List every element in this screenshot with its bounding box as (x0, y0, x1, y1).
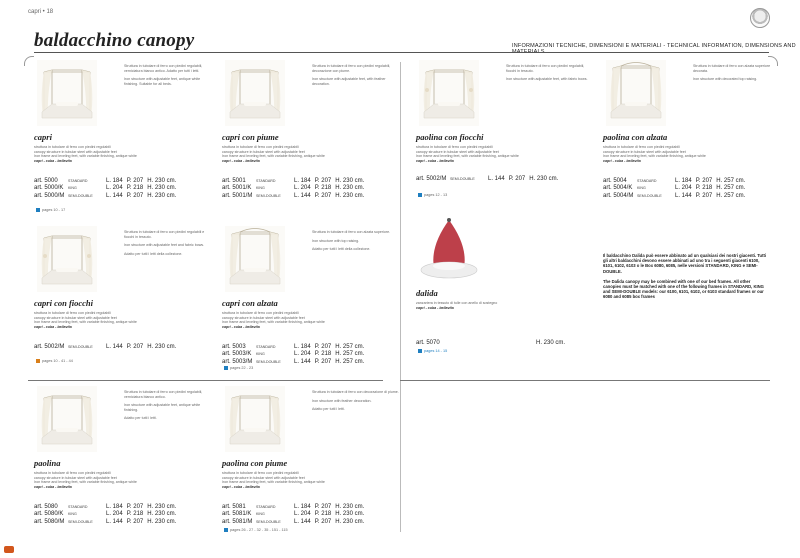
page-numbers: pages 10 - 41 - 44 (42, 359, 73, 363)
section-divider-left (28, 380, 383, 381)
page-reference (34, 359, 73, 363)
article-l: L. 184 (106, 504, 123, 510)
article-code: art. 5000/K (34, 185, 64, 192)
product-photo (603, 60, 669, 126)
product-photo (222, 386, 288, 452)
article-table (34, 344, 180, 351)
table-row (222, 519, 368, 526)
brand-logo (750, 8, 770, 28)
article-l: L. 144 (488, 176, 505, 182)
pillows (244, 102, 266, 106)
collection-tags: capri - cuba - bellavita (222, 484, 260, 489)
description-line: canopy structure in tubular steel with adjustable feet (34, 475, 117, 480)
feature-text: Iron structure with adjustable feet, with feather decoration. (312, 77, 386, 86)
article-p: P. 207 (126, 178, 144, 184)
feature-text: Struttura in tubolare di ferro con decorazione di piume. (312, 390, 399, 394)
article-p: P. 207 (314, 344, 332, 350)
page-numbers: pages 26 - 27 - 32 - 35 - 151 - 115 (230, 528, 288, 532)
product-description (222, 471, 407, 489)
article-code: art. 5004/K (603, 185, 633, 192)
table-row (222, 511, 368, 518)
page-numbers: pages 22 - 23 (230, 366, 254, 370)
table-row (416, 176, 562, 183)
description-line: struttura in tubolare di ferro con piedini regolabili (603, 145, 680, 149)
article-code: art. 5003/K (222, 351, 252, 358)
collection-tags: capri - cuba - bellavita (416, 158, 454, 163)
article-p: P. 218 (314, 185, 332, 192)
article-l: L. 184 (675, 178, 692, 184)
article-h: H. 230 cm. (335, 178, 365, 184)
article-p: P. 218 (126, 185, 144, 192)
article-table (34, 504, 180, 526)
article-table (34, 178, 180, 200)
article-code: art. 5000/M (34, 192, 65, 199)
note-italian: Il baldacchino Dalida può essere abbinato ad un qualsiasi dei nostri giacenti. Tutti gli altri baldacchini devono essere abbinati ad uno tra i seguenti giacenti 6100, 6101, 6102, 6103 o le Box 6080, 6085, nelle versioni STANDARD, KING e SEMI-DOUBLE. (603, 253, 767, 274)
bed-cover (230, 430, 280, 444)
header-rule (34, 52, 769, 53)
article-p: P. 207 (314, 178, 332, 184)
feature-text: Struttura in tubolare di ferro con piedini regolabili, verniciatura bianco antico. (124, 390, 203, 399)
description-line: Iron frame and leveling feet, with variable finishing, antique white (34, 154, 137, 159)
article-code: art. 5070 (416, 340, 440, 346)
article-code: art. 5080/M (34, 518, 65, 525)
article-code: art. 5004 (603, 178, 627, 184)
table-row (34, 193, 180, 200)
corner-tab-icon (4, 546, 14, 553)
article-size: KING (637, 186, 646, 191)
article-size: STANDARD (256, 505, 276, 509)
article-size: SEMI-DOUBLE (256, 359, 281, 364)
description-line: canopy structure in tubular steel with adjustable feet (34, 315, 117, 320)
article-h: H. 257 cm. (716, 178, 746, 184)
article-p: P. 207 (126, 192, 144, 199)
article-table (416, 176, 562, 183)
article-l: L. 184 (294, 344, 311, 350)
article-p: P. 218 (126, 511, 144, 518)
page-marker-icon (224, 528, 228, 532)
article-size: SEMI-DOUBLE (637, 193, 662, 198)
description-line: canopy structure in tubular steel with adjustable feet (603, 149, 686, 154)
article-h: H. 230 cm. (335, 511, 365, 518)
article-size: STANDARD (68, 505, 88, 509)
article-size: SEMI-DOUBLE (68, 193, 93, 198)
collection-tags: capri - cuba - bellavita (222, 324, 260, 329)
article-code: art. 5081 (222, 504, 246, 510)
pillows (56, 268, 78, 272)
product-name: capri con fiocchi (34, 298, 94, 308)
feature-text: Iron structure with decorated top raising. (693, 77, 758, 82)
description-line: struttura in tubolare di ferro con piedini regolabili (34, 311, 111, 315)
article-l: L. 144 (106, 344, 123, 350)
article-code: art. 5001/K (222, 185, 252, 192)
page-reference (34, 208, 65, 212)
bed-cover (611, 104, 661, 118)
feature-text: Struttura in tubolare di ferro con piedini regolabili e fiocchi in tessuto. (124, 230, 205, 239)
article-h: H. 230 cm. (147, 344, 177, 350)
article-h: H. 230 cm. (335, 504, 365, 510)
article-size: KING (68, 186, 77, 191)
article-h: H. 230 cm. (335, 185, 365, 192)
pillows (438, 102, 460, 106)
product-name: paolina con fiocchi (416, 132, 484, 142)
article-l: L. 184 (294, 178, 311, 184)
article-size: SEMI-DOUBLE (68, 345, 93, 349)
article-code: art. 5000 (34, 178, 58, 184)
article-code: art. 5004/M (603, 192, 634, 199)
article-l: L. 144 (106, 518, 123, 525)
description-line: struttura in tubolare di ferro con piedini regolabili (222, 311, 299, 315)
bed-cover (42, 430, 92, 444)
table-row (34, 185, 180, 192)
pillows (625, 102, 647, 106)
table-row (34, 178, 180, 185)
description-line: struttura in tubolare di ferro con piedini regolabili (34, 471, 111, 475)
feature-text: Iron structure with adjustable feet and fabric bows. (124, 243, 205, 248)
product-features (124, 230, 212, 260)
table-row (34, 519, 180, 526)
description-line: Iron frame and leveling feet, with variable finishing, antique white (222, 320, 325, 325)
feature-text: Struttura in tubolare di ferro con alzata superiore. (312, 230, 391, 234)
table-row (222, 185, 368, 192)
product-description (34, 145, 219, 163)
article-l: L. 204 (675, 185, 692, 192)
article-l: L. 144 (106, 192, 123, 199)
description-line: canopy structure in tubular steel with adjustable feet (34, 149, 117, 154)
article-p: P. 218 (314, 351, 332, 358)
article-size: KING (68, 512, 77, 517)
article-table (416, 340, 569, 347)
page-gutter (400, 62, 401, 532)
article-code: art. 5003/M (222, 358, 253, 365)
table-row (416, 340, 569, 347)
product-description (416, 301, 601, 310)
feature-text: Struttura in tubolare di ferro con piedini regolabili, fiocchi in tessuto. (506, 64, 585, 73)
feature-text: Adatto per tutti i letti della collezione. (312, 247, 371, 252)
description-line: canopy structure in tubular steel with adjustable feet (222, 149, 305, 154)
feature-text: Iron structure with adjustable feet, with fabric bows. (506, 77, 588, 82)
article-h: H. 230 cm. (147, 185, 177, 192)
table-row (222, 359, 368, 366)
frame-corner-left (24, 56, 34, 66)
feature-text: Adatto per tutti i letti della collezione. (124, 251, 183, 256)
feature-text: Struttura in tubolare di ferro con alzata superiore decorata. (693, 64, 771, 73)
product-features (312, 230, 400, 256)
article-code: art. 5081/M (222, 518, 253, 525)
pillows (56, 102, 78, 106)
article-l: L. 184 (294, 504, 311, 510)
page-reference (222, 366, 253, 370)
article-p: P. 218 (695, 185, 713, 192)
feature-text: Iron structure with adjustable feet, antique white finishing. (124, 403, 201, 412)
description-line: Iron frame and leveling feet, with variable finishing, antique white (222, 154, 325, 159)
bow-right (469, 88, 473, 92)
page-reference (222, 528, 288, 532)
article-size: SEMI-DOUBLE (256, 519, 281, 524)
article-size: SEMI-DOUBLE (450, 177, 475, 181)
article-h: H. 230 cm. (147, 504, 177, 510)
article-code: art. 5080 (34, 504, 58, 510)
description-line: zanzariera in tessuto di tulle con anello di sostegno (416, 301, 498, 305)
table-row (222, 178, 368, 185)
bow-left (425, 88, 429, 92)
article-table (603, 178, 749, 200)
table-row (603, 193, 749, 200)
article-l: L. 204 (106, 185, 123, 192)
article-code: art. 5001/M (222, 192, 253, 199)
bed-cover (230, 270, 280, 284)
article-size: STANDARD (256, 345, 276, 349)
article-l: L. 184 (106, 178, 123, 184)
article-p: P. 207 (508, 176, 526, 182)
article-l: L. 144 (294, 358, 311, 365)
product-photo (34, 60, 100, 126)
article-size: STANDARD (68, 179, 88, 183)
article-size (450, 340, 488, 347)
product-description (34, 471, 219, 489)
product-name: paolina con piume (222, 458, 288, 468)
page-marker-icon (36, 359, 40, 363)
article-size: SEMI-DOUBLE (68, 519, 93, 524)
bed-cover (42, 270, 92, 284)
product-description (416, 145, 601, 163)
pillows (244, 428, 266, 432)
article-p: P. 207 (314, 192, 332, 199)
article-p: P. 207 (314, 518, 332, 525)
article-p: P. 207 (314, 358, 332, 365)
article-code: art. 5080/K (34, 511, 64, 518)
product-photo (222, 60, 288, 126)
product-name: paolina con alzata (603, 132, 668, 142)
article-h: H. 230 cm. (536, 340, 566, 346)
product-photo (34, 386, 100, 452)
collection-tags: capri - cuba - bellavita (222, 158, 260, 163)
article-l: L. 204 (106, 511, 123, 518)
table-row (34, 504, 180, 511)
page-title: baldacchino canopy (34, 30, 195, 51)
collection-tags: capri - cuba - bellavita (603, 158, 641, 163)
description-line: struttura in tubolare di ferro con piedini regolabili (416, 145, 493, 149)
article-h: H. 230 cm. (147, 511, 177, 518)
product-photo (222, 226, 288, 292)
article-size: SEMI-DOUBLE (256, 193, 281, 198)
page-numbers: pages 12 - 13 (424, 193, 448, 197)
collection-tags: capri - cuba - bellavita (416, 305, 454, 310)
article-h: H. 257 cm. (335, 358, 365, 365)
description-line: Iron frame and leveling feet, with variable finishing, antique white (34, 320, 137, 325)
article-size: STANDARD (256, 179, 276, 183)
product-name: capri con alzata (222, 298, 278, 308)
article-size: KING (256, 352, 265, 357)
article-l: L. 204 (294, 511, 311, 518)
page-subtitle: INFORMAZIONI TECNICHE, DIMENSIONI E MATERIALI - TECHNICAL INFORMATION, DIMENSIONS AND (512, 43, 796, 49)
product-features (693, 64, 781, 86)
feature-text: Iron structure with adjustable feet, antique white finishing. Suitable for all beds. (124, 77, 201, 86)
feature-text: Struttura in tubolare di ferro con piedini regolabili, decorazione con piume. (312, 64, 391, 73)
table-row (222, 344, 368, 351)
product-features (312, 390, 400, 416)
table-row (603, 185, 749, 192)
article-l: L. 144 (294, 518, 311, 525)
collection-tags: capri - cuba - bellavita (34, 158, 72, 163)
article-p: P. 207 (695, 192, 713, 199)
page-reference (416, 193, 447, 197)
feature-text: Struttura in tubolare di ferro con piedini regolabili, verniciatura bianco antico. Adatto per tutti i letti. (124, 64, 203, 73)
pillows (244, 268, 266, 272)
collection-tags: capri - cuba - bellavita (34, 484, 72, 489)
page-numbers: pages 14 - 15 (424, 349, 448, 353)
pillows (56, 428, 78, 432)
article-l: L. 144 (675, 192, 692, 199)
description-line: Iron frame and leveling feet, with variable finishing, antique white (34, 480, 137, 485)
article-code: art. 5002/M (34, 344, 65, 350)
description-line: struttura in tubolare di ferro con piedini regolabili (222, 145, 299, 149)
compatibility-note (603, 253, 768, 305)
table-row (222, 193, 368, 200)
product-features (124, 390, 212, 425)
article-l: L. 204 (294, 351, 311, 358)
bow-right (87, 254, 91, 258)
product-description (34, 311, 219, 329)
article-h: H. 230 cm. (147, 518, 177, 525)
product-description (222, 311, 407, 329)
page-reference (416, 349, 447, 353)
feature-text: Iron structure with feather decoration. (312, 398, 372, 403)
table-row (603, 178, 749, 185)
page-numbers: pages 10 - 17 (42, 208, 66, 212)
hanging-ring (447, 218, 451, 222)
description-line: struttura in tubolare di ferro con piedini regolabili (222, 471, 299, 475)
article-h: H. 257 cm. (335, 344, 365, 350)
article-p: P. 207 (695, 178, 713, 184)
product-name: dalida (416, 288, 438, 298)
product-name: capri (34, 132, 52, 142)
product-photo (34, 226, 100, 292)
article-code: art. 5002/M (416, 176, 447, 182)
description-line: canopy structure in tubular steel with adjustable feet (222, 315, 305, 320)
pillows (433, 262, 465, 270)
product-photo (416, 60, 482, 126)
article-p: P. 207 (126, 504, 144, 510)
product-features (312, 64, 400, 90)
product-description (603, 145, 788, 163)
article-p: P. 207 (314, 504, 332, 510)
article-h: H. 257 cm. (716, 185, 746, 192)
note-english: The Dalida canopy may be combined with one of our bed frames. All other canopies must be matched with one of the following frames in STANDARD, KING and SEMI-DOUBLE models: our 6100, 6101, 6102, or 6103 standard frames or our 6080 and 6085 box frames (603, 278, 764, 300)
description-line: Iron frame and leveling feet, with variable finishing, antique white (222, 480, 325, 485)
collection-tags: capri - cuba - bellavita (34, 324, 72, 329)
feature-text: Iron structure with top raising. (312, 238, 360, 243)
article-size: KING (256, 512, 265, 517)
article-h: H. 230 cm. (147, 178, 177, 184)
article-h: H. 230 cm. (335, 518, 365, 525)
page-marker-icon (418, 193, 422, 197)
article-h: H. 257 cm. (335, 351, 365, 358)
page-marker-icon (418, 349, 422, 353)
description-line: canopy structure in tubular steel with adjustable feet (222, 475, 305, 480)
article-size: KING (256, 186, 265, 191)
page-marker-icon (36, 208, 40, 212)
table-row (222, 504, 368, 511)
article-h: H. 230 cm. (147, 192, 177, 199)
feature-text: Adatto per tutti i letti. (312, 407, 345, 412)
article-code: art. 5003 (222, 344, 246, 350)
bed-cover (230, 104, 280, 118)
product-photo (416, 216, 482, 282)
article-p: P. 207 (126, 344, 144, 350)
product-description (222, 145, 407, 163)
article-l: L. 204 (294, 185, 311, 192)
product-name: paolina (34, 458, 61, 468)
section-divider-right (400, 380, 770, 381)
mosquito-net (433, 220, 464, 268)
description-line: Iron frame and leveling feet, with variable finishing, antique white (416, 154, 519, 159)
article-l: L. 144 (294, 192, 311, 199)
article-h: H. 230 cm. (529, 176, 559, 182)
feature-text: Adatto per tutti i letti. (124, 416, 157, 421)
bed-cover (424, 104, 474, 118)
table-row (34, 344, 180, 351)
bed-cover (42, 104, 92, 118)
bow-left (43, 254, 47, 258)
description-line: struttura in tubolare di ferro con piedini regolabili (34, 145, 111, 149)
article-table (222, 178, 368, 200)
article-table (222, 344, 368, 366)
page-marker-icon (224, 366, 228, 370)
product-features (124, 64, 212, 90)
table-row (222, 351, 368, 358)
article-table (222, 504, 368, 526)
article-size: STANDARD (637, 179, 657, 183)
section-label: capri • 18 (28, 9, 54, 15)
article-code: art. 5081/K (222, 511, 252, 518)
description-line: Iron frame and leveling feet, with variable finishing, antique white (603, 154, 706, 159)
article-p: P. 207 (126, 518, 144, 525)
description-line: canopy structure in tubular steel with adjustable feet (416, 149, 499, 154)
article-h: H. 230 cm. (335, 192, 365, 199)
product-features (506, 64, 594, 86)
product-name: capri con piume (222, 132, 279, 142)
table-row (34, 511, 180, 518)
article-code: art. 5001 (222, 178, 246, 184)
article-h: H. 257 cm. (716, 192, 746, 199)
article-p: P. 218 (314, 511, 332, 518)
